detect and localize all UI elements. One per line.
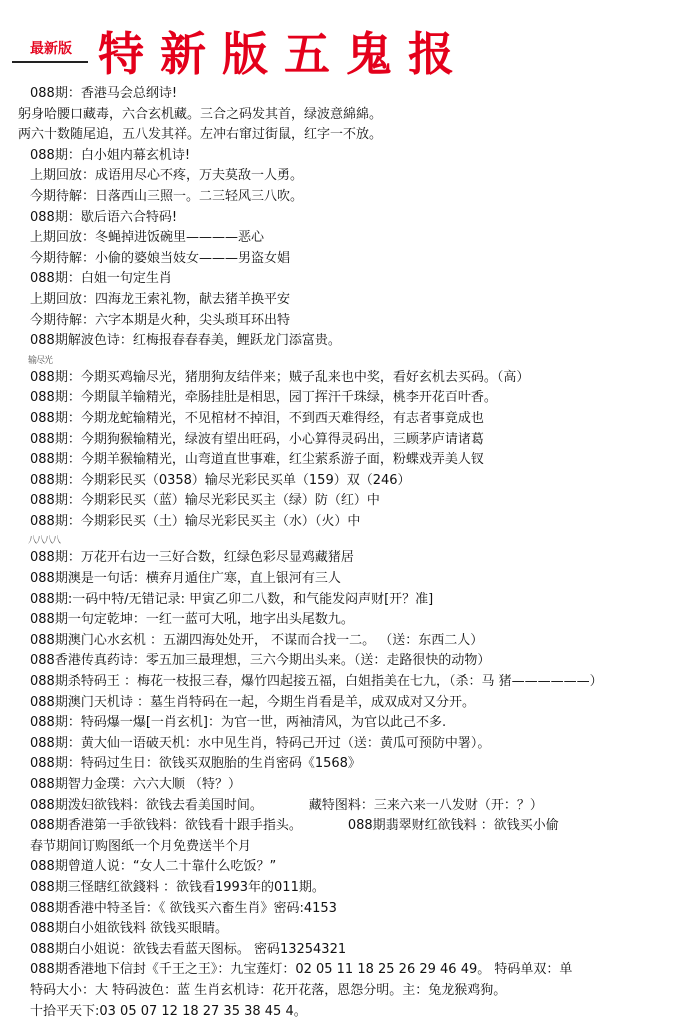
text-line: 088期：歇后语六合特码! [30, 209, 178, 225]
text-line: 088期：白小姐内幕玄机诗! [30, 147, 191, 163]
pair-right-text: 藏特图料：三来六来一八发财（开：？） [308, 797, 543, 813]
text-line: 088期：黄大仙一语破天机：水中见生肖，特码己开过（送：黄瓜可预防中署）。 [30, 735, 491, 751]
text-line: 088期：万花开右边一三好合数，红绿色彩尽显鸡藏猪居 [30, 550, 354, 566]
text-line: 088期:一码中特/无错记录: 甲寅乙卯二八数，和气能发闷声财[开？准] [30, 591, 434, 607]
text-line: 今期待解：日落西山三照一。二三轻风三八吹。 [30, 188, 304, 204]
text-line: 088期：今期龙蛇输精光，不见棺材不掉泪，不到西天难得经，有志者事竟成也 [30, 410, 484, 426]
text-line: 088期：今期彩民买（0358）输尽光彩民买单（159）双（246） [30, 472, 411, 488]
text-line: 088期：今期羊猴输精光，山弯道直世事难，红尘萦系游子面，粉蝶戏弄美人钗 [30, 452, 484, 468]
text-line: 今期待解：六字本期是火种，尖头琐耳环出特 [30, 312, 291, 328]
text-line: 088期：特码过生日：欲钱买双胞胎的生肖密码《1568》 [30, 756, 361, 772]
separator-label: 输尽光 [28, 355, 53, 366]
pair-left-text: 088期香港第一手欲钱料：欲钱看十跟手指头。 [30, 818, 302, 834]
text-line: 088期：今期狗猴输精光，绿波有望出旺码，小心算得灵码出，三顾茅庐请诸葛 [30, 431, 484, 447]
text-line: 088期：白姐一句定生肖 [30, 271, 172, 287]
text-line: 十拾平天下:03 05 07 12 18 27 35 38 45 4。 [30, 1003, 307, 1019]
text-line-pair [0, 796, 697, 817]
section-separator [0, 532, 697, 548]
text-line: 上期回放：四海龙王索礼物，献去猪羊换平安 [30, 291, 291, 307]
text-line-pair [0, 816, 697, 837]
text-line: 上期回放：冬蝇掉进饭碗里————恶心 [30, 230, 265, 246]
text-line: 088期澳门天机诗 ：墓生肖特码在一起，今期生肖看是羊，成双成对又分开。 [30, 694, 475, 710]
text-line: 088期香港中特圣旨：《 欲钱买六畜生肖》密码:4153 [30, 900, 337, 916]
text-line: 088期三怪瞎红欲錢料 ：欲钱看1993年的011期。 [30, 879, 325, 895]
text-line: 088期白小姐说：欲钱去看蓝天图标。 密码13254321 [30, 941, 347, 957]
text-line: 088期：今期买鸡输尽光，猪朋狗友结伴来；贼子乱来也中奖，看好玄机去买码。（高） [30, 369, 530, 385]
text-line: 088期澳是一句话：横弃月遁住广寒，直上银河有三人 [30, 571, 341, 587]
text-line: 088期杀特码王 ：梅花一枝报三春，爆竹四起接五福，白姐指美在七九，（杀：马 猪——————） [30, 674, 603, 690]
text-line: 088期：特码爆一爆[一肖玄机]：为官一世，两袖清风，为官以此己不多. [30, 715, 447, 731]
pair-right-text: 088期翡翠财红欲钱料 ：欲钱买小偷 [347, 818, 559, 834]
text-line: 088期解波色诗：红梅报春春春美，鲤跃龙门添富贵。 [30, 333, 341, 349]
page-title: 特新版五鬼报 [98, 27, 470, 81]
text-line: 躬身哈腰口藏毒，六合玄机藏。三合之码发其首，绿波意綿綿。 [18, 106, 383, 122]
latest-edition-badge: 最新版 [30, 41, 72, 57]
text-line: 088期：香港马会总纲诗! [30, 86, 178, 101]
text-line: 088期：今期彩民买（土）输尽光彩民买主（水）（火）中 [30, 513, 361, 529]
section-separator [0, 352, 697, 368]
text-line: 088期香港地下信封《千王之王》：九宝莲灯：02 05 11 18 25 26 29 46 49。 特码单双：单 [30, 962, 573, 978]
text-line: 春节期间订购图纸一个月免费送半个月 [30, 838, 252, 854]
separator-label: 八八八八 [28, 536, 61, 547]
text-line: 特码大小：大 特码波色：蓝 生肖玄机诗：花开花落，恩怨分明。主：兔龙猴鸡狗。 [30, 982, 507, 998]
badge-underline [12, 61, 88, 63]
text-line: 088香港传真药诗：零五加三最理想，三六今期出头来。（送：走路很快的动物） [30, 653, 491, 669]
text-line: 088期智力金璞：六六大顺 （特？） [30, 777, 241, 792]
text-line: 088期曾道人说：“女人二十靠什么吃饭？” [30, 859, 277, 875]
header [0, 0, 697, 82]
text-line: 088期白小姐欲钱料 欲钱买眼睛。 [30, 921, 228, 937]
text-line: 088期：今期彩民买（蓝）输尽光彩民买主（绿）防（红）中 [30, 493, 380, 509]
text-line: 今期待解：小偷的婆娘当妓女———男盗女娼 [30, 250, 291, 266]
text-line: 088期一句定乾坤：一红一蓝可大吼，地字出头尾数九。 [30, 612, 354, 628]
content [0, 84, 697, 1022]
text-line: 088期澳门心水玄机 ：五湖四海处处开， 不谋而合找一二。 （送：东西二人） [30, 632, 484, 648]
text-line: 088期：今期鼠羊输精光，牵肠挂肚是相思，园丁挥汗千珠绿，桃李开花百叶香。 [30, 390, 497, 406]
text-line: 上期回放：成语用尽心不疼，万夫莫敌一人勇。 [30, 168, 304, 184]
text-line: 两六十数随尾追，五八发其祥。左冲右窜过街鼠，红字一不放。 [18, 127, 383, 143]
pair-left-text: 088期泼妇欲钱料：欲钱去看美国时间。 [30, 797, 263, 813]
